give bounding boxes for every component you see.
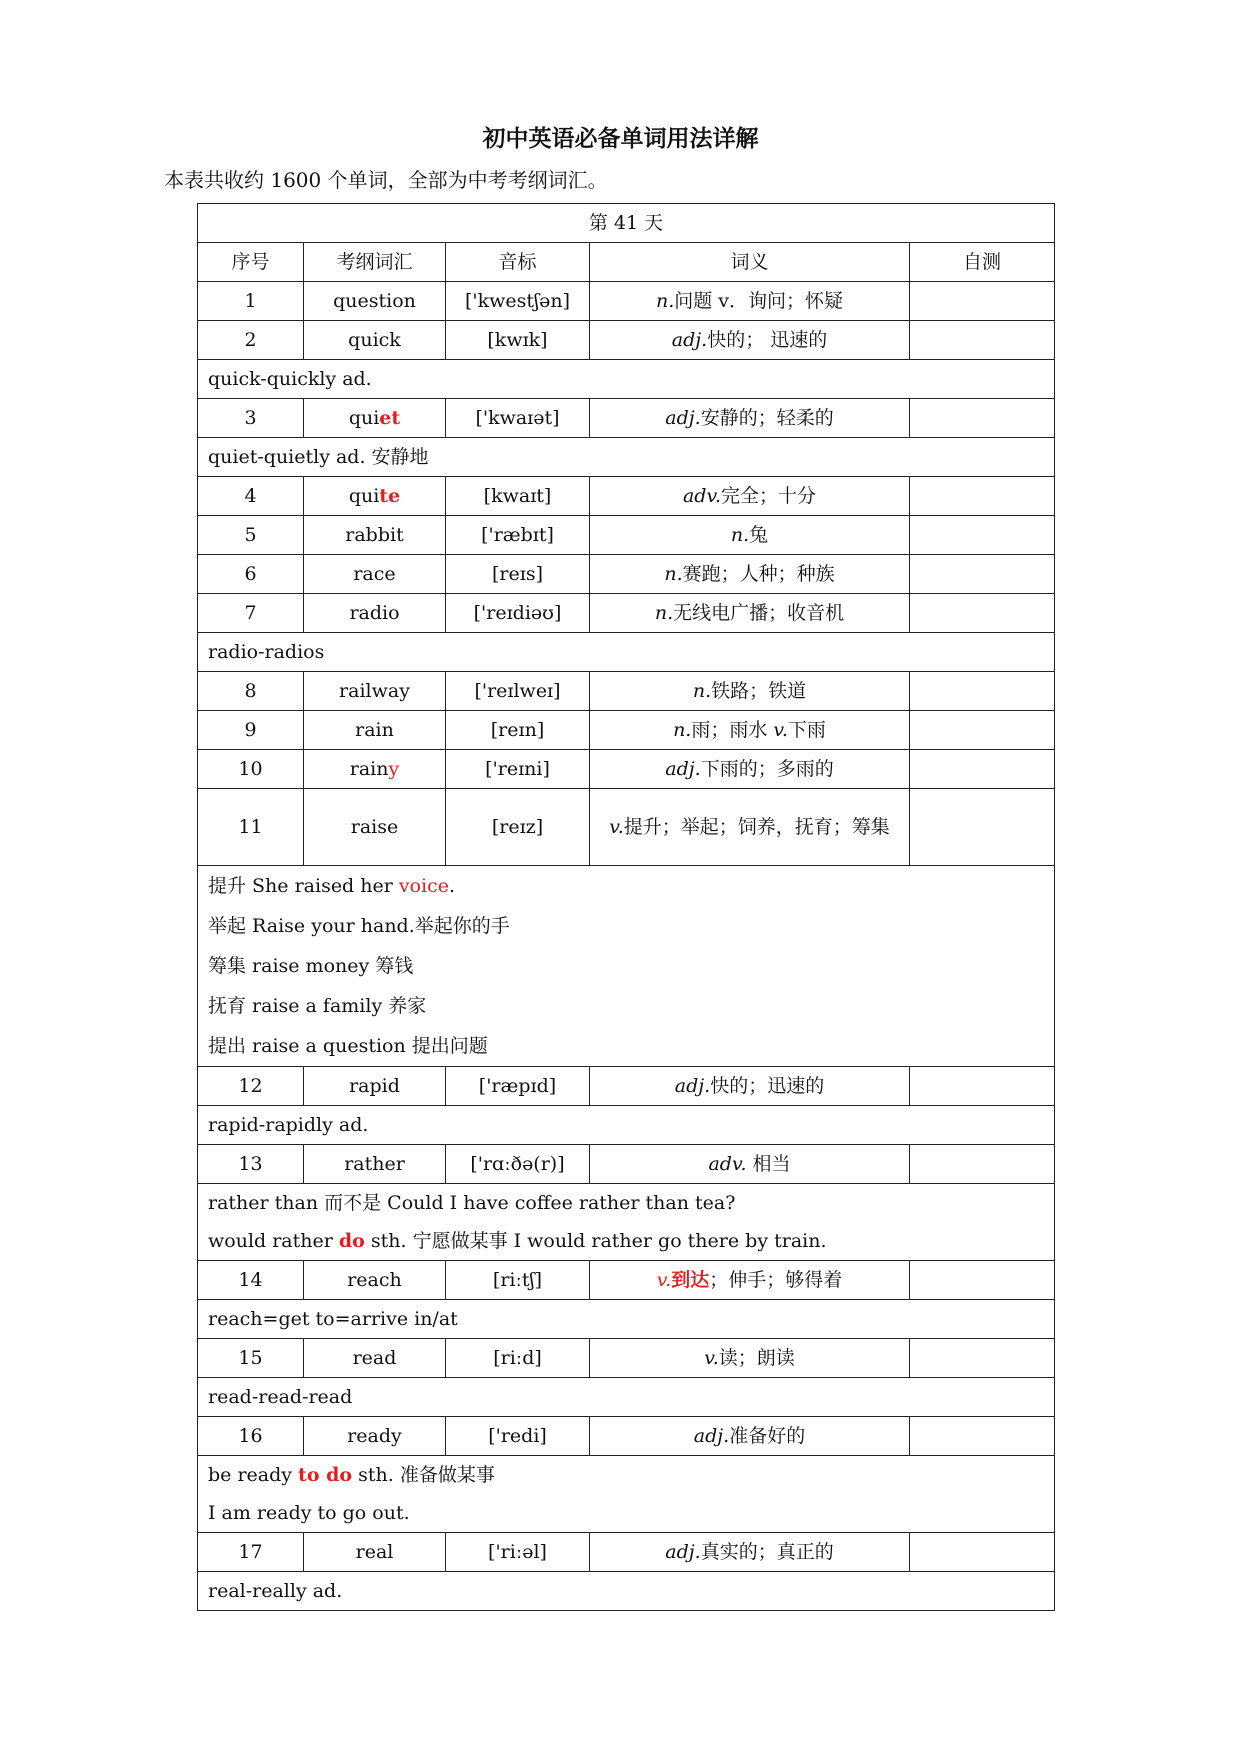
header-selftest: 自测 [910,243,1055,282]
entry-no: 1 [198,282,304,321]
word-highlight: y [388,758,400,780]
entry-meaning [590,1067,910,1106]
entry-meaning [590,321,910,360]
usage-note: radio-radios [198,633,1055,672]
entry-phonetic: [riːd] [446,1339,590,1378]
meaning-text: 提升；举起；饲养，抚育；筹集 [623,816,890,838]
usage-note: real-really ad. [198,1572,1055,1611]
table-row [198,321,1055,360]
entry-phonetic: [riːtʃ] [446,1261,590,1300]
entry-word: rain [304,711,446,750]
meaning-text: 快的；迅速的 [710,1075,825,1097]
entry-word: railway [304,672,446,711]
note-line: rather than 而不是 Could I have coffee rather than tea? [208,1192,736,1214]
meaning-text: 读；朗读 [718,1347,795,1369]
meaning-text: 雨；雨水 [691,719,774,741]
entry-meaning [590,282,910,321]
entry-meaning [590,516,910,555]
entry-no: 8 [198,672,304,711]
selftest-cell[interactable] [910,1339,1055,1378]
selftest-cell[interactable] [910,399,1055,438]
entry-word: quick [304,321,446,360]
entry-phonetic: [reɪn] [446,711,590,750]
note-highlight: to do [298,1464,353,1486]
word-stem: rain [349,758,389,780]
usage-note: rapid-rapidly ad. [198,1106,1055,1145]
meaning-text: 无线电广播；收音机 [673,602,845,624]
entry-phonetic: ['reɪlweɪ] [446,672,590,711]
header-word: 考纲词汇 [304,243,446,282]
note-row [198,1572,1055,1611]
entry-no: 17 [198,1533,304,1572]
usage-note [198,1456,1055,1533]
table-row [198,750,1055,789]
word-stem: qui [348,485,380,507]
entry-phonetic: [kwaɪt] [446,477,590,516]
page-title: 初中英语必备单词用法详解 [482,125,759,152]
word-stem: qui [348,407,380,429]
entry-no: 5 [198,516,304,555]
meaning-text: 准备好的 [729,1425,806,1447]
entry-word: reach [304,1261,446,1300]
entry-word: rapid [304,1067,446,1106]
entry-meaning [590,594,910,633]
entry-word: race [304,555,446,594]
note-line: 举起 Raise your hand.举起你的手 [208,915,510,937]
usage-note: read-read-read [198,1378,1055,1417]
entry-phonetic: ['ræbɪt] [446,516,590,555]
entry-meaning [590,1145,910,1184]
note-text: sth. 宁愿做某事 I would rather go there by train. [364,1230,827,1252]
meaning-text: 兔 [749,524,769,546]
entry-word: question [304,282,446,321]
entry-no: 7 [198,594,304,633]
entry-phonetic: ['reɪni] [446,750,590,789]
note-text: . [449,875,456,897]
pos-label: n. [655,290,675,312]
meaning-text: 下雨的；多雨的 [700,758,834,780]
entry-meaning [590,789,910,866]
pos-label: adj. [674,1075,711,1097]
selftest-cell[interactable] [910,1067,1055,1106]
table-row [198,399,1055,438]
entry-no: 15 [198,1339,304,1378]
pos-label: adj. [665,1541,701,1563]
pos-label: v. [656,1269,672,1291]
note-row [198,360,1055,399]
meaning-text-2: 下雨 [787,719,826,741]
usage-note: reach=get to=arrive in/at [198,1300,1055,1339]
table-row [198,594,1055,633]
selftest-cell[interactable] [910,1417,1055,1456]
meaning-text: 铁路；铁道 [711,680,807,702]
entry-word: radio [304,594,446,633]
pos-label: adj. [693,1425,730,1447]
day-row [198,204,1055,243]
selftest-cell[interactable] [910,750,1055,789]
table-row [198,516,1055,555]
usage-note: quiet-quietly ad. 安静地 [198,438,1055,477]
selftest-cell[interactable] [910,282,1055,321]
entry-phonetic: ['kwestʃən] [446,282,590,321]
note-line: 筹集 raise money 筹钱 [208,955,414,977]
pos-label: adj. [665,758,701,780]
table-row [198,1339,1055,1378]
entry-word: read [304,1339,446,1378]
table-row [198,711,1055,750]
note-text: 提升 She raised her [208,875,399,897]
pos-label: adj. [671,329,708,351]
entry-meaning [590,1261,910,1300]
entry-no: 13 [198,1145,304,1184]
meaning-text: ；伸手；够得着 [709,1269,843,1291]
entry-no: 2 [198,321,304,360]
selftest-cell[interactable] [910,594,1055,633]
table-row [198,1067,1055,1106]
note-line [208,866,1044,906]
header-no: 序号 [198,243,304,282]
entry-word: rather [304,1145,446,1184]
entry-word: real [304,1533,446,1572]
entry-word [304,750,446,789]
entry-word: ready [304,1417,446,1456]
entry-meaning [590,1339,910,1378]
meaning-text: 真实的；真正的 [700,1541,834,1563]
entry-phonetic: ['riːəl] [446,1533,590,1572]
table-row [198,1417,1055,1456]
entry-no: 9 [198,711,304,750]
meaning-text: 完全；十分 [721,485,817,507]
note-text: would rather [208,1230,339,1252]
entry-meaning [590,750,910,789]
entry-phonetic: ['ræpɪd] [446,1067,590,1106]
selftest-cell[interactable] [910,711,1055,750]
table-row [198,789,1055,866]
vocab-table [197,203,1055,1611]
entry-phonetic: [reɪz] [446,789,590,866]
entry-phonetic: ['redi] [446,1417,590,1456]
selftest-cell[interactable] [910,1533,1055,1572]
pos-label: n. [654,602,674,624]
entry-phonetic: ['rɑːðə(r)] [446,1145,590,1184]
entry-meaning [590,1417,910,1456]
entry-phonetic: [kwɪk] [446,321,590,360]
word-highlight: te [379,485,401,507]
table-row [198,672,1055,711]
pos-label: n. [664,563,683,585]
word-highlight: et [379,407,401,429]
pos-label: adv. [682,485,721,507]
selftest-cell[interactable] [910,1261,1055,1300]
selftest-cell[interactable] [910,477,1055,516]
note-row [198,438,1055,477]
table-row [198,1533,1055,1572]
usage-note [198,1184,1055,1261]
day-label: 第 41 天 [198,204,1055,243]
meaning-text: 赛跑；人种；种族 [682,563,835,585]
table-row [198,1145,1055,1184]
entry-meaning [590,399,910,438]
entry-word [304,399,446,438]
meaning-text: 快的； 迅速的 [707,329,828,351]
meaning-text: 安静的；轻柔的 [700,407,834,429]
note-row [198,1300,1055,1339]
note-row [198,1378,1055,1417]
entry-no: 11 [198,789,304,866]
note-text: sth. 准备做某事 [352,1464,495,1486]
pos-label: v. [704,1347,719,1369]
note-line: I am ready to go out. [208,1502,410,1524]
entry-phonetic: ['kwaɪət] [446,399,590,438]
note-row [198,1456,1055,1533]
pos-label: n. [692,680,712,702]
header-meaning: 词义 [590,243,910,282]
selftest-cell[interactable] [910,321,1055,360]
intro-text: 本表共收约 1600 个单词，全部为中考考纲词汇。 [164,168,608,192]
note-row [198,1184,1055,1261]
entry-meaning [590,711,910,750]
entry-word [304,477,446,516]
table-row [198,1261,1055,1300]
entry-no: 6 [198,555,304,594]
header-row [198,243,1055,282]
selftest-cell[interactable] [910,789,1055,866]
entry-no: 3 [198,399,304,438]
note-row [198,866,1055,1067]
selftest-cell[interactable] [910,555,1055,594]
table-row [198,477,1055,516]
usage-note [198,866,1055,1067]
usage-note: quick-quickly ad. [198,360,1055,399]
table-row [198,555,1055,594]
entry-meaning [590,555,910,594]
note-highlight: voice [398,875,450,897]
entry-meaning [590,672,910,711]
pos-label: adv. [708,1153,747,1175]
meaning-text: 问题 v．询问；怀疑 [674,290,844,312]
entry-word: raise [304,789,446,866]
selftest-cell[interactable] [910,516,1055,555]
selftest-cell[interactable] [910,672,1055,711]
selftest-cell[interactable] [910,1145,1055,1184]
table-row [198,282,1055,321]
meaning-text: 相当 [746,1153,791,1175]
entry-meaning [590,477,910,516]
entry-meaning [590,1533,910,1572]
note-highlight: do [338,1230,365,1252]
pos-label: n. [673,719,692,741]
note-line: 提出 raise a question 提出问题 [208,1035,488,1057]
pos-label: adj. [665,407,701,429]
note-line [208,1222,1044,1260]
pos-label-2: v. [773,719,788,741]
entry-phonetic: [reɪs] [446,555,590,594]
entry-no: 10 [198,750,304,789]
note-row [198,1106,1055,1145]
entry-word: rabbit [304,516,446,555]
note-text: be ready [208,1464,299,1486]
pos-label: n. [730,524,750,546]
entry-no: 12 [198,1067,304,1106]
entry-phonetic: ['reɪdiəʊ] [446,594,590,633]
note-row [198,633,1055,672]
entry-no: 4 [198,477,304,516]
pos-label: v. [609,816,624,838]
entry-no: 16 [198,1417,304,1456]
meaning-highlight: 到达 [671,1269,710,1291]
header-phonetic: 音标 [446,243,590,282]
note-line: 抚育 raise a family 养家 [208,995,427,1017]
note-line [208,1456,1044,1494]
entry-no: 14 [198,1261,304,1300]
